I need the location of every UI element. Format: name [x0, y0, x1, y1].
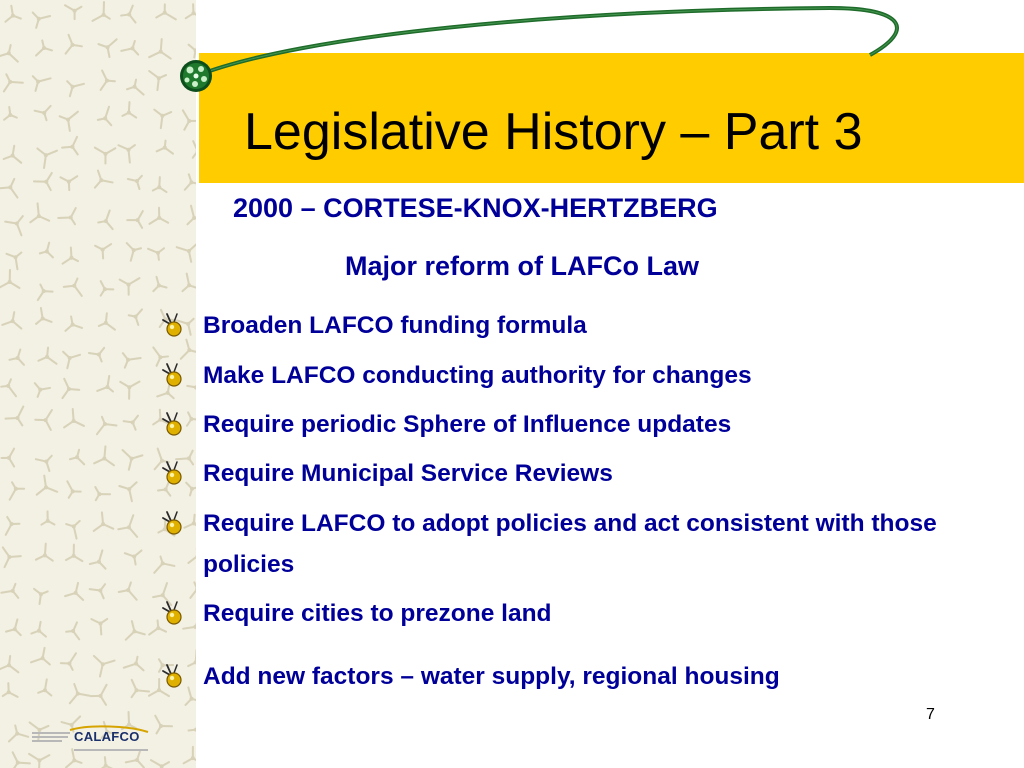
list-item	[160, 355, 973, 396]
subtitle-act-name: 2000 – CORTESE-KNOX-HERTZBERG	[233, 193, 718, 223]
list-item	[160, 305, 973, 346]
bullet-text: Add new factors – water supply, regional housing	[203, 663, 780, 690]
bullet-icon	[160, 509, 188, 537]
subtitle-description: Major reform of LAFCo Law	[345, 251, 700, 281]
list-item	[160, 503, 973, 585]
bullet-icon	[160, 662, 188, 690]
list-item	[160, 593, 973, 634]
slide-number: 7	[926, 706, 935, 723]
green-ball-icon	[180, 60, 212, 92]
bullet-icon	[160, 410, 188, 438]
bullet-text: Require periodic Sphere of Influence updates	[203, 411, 732, 438]
bullet-icon	[160, 599, 188, 627]
slide-title: Legislative History – Part 3	[244, 103, 863, 161]
list-item	[160, 656, 973, 697]
bullet-text: Broaden LAFCO funding formula	[203, 312, 587, 339]
logo-wordmark: CALAFCO	[74, 729, 140, 744]
bullet-text: Require LAFCO to adopt policies and act consistent with those policies	[203, 510, 937, 578]
list-item	[160, 404, 973, 445]
bullet-icon	[160, 311, 188, 339]
list-item	[160, 453, 973, 494]
orbit-decoration	[0, 0, 1024, 200]
bullet-icon	[160, 361, 188, 389]
bullet-text: Require cities to prezone land	[203, 600, 552, 627]
bullet-text: Make LAFCO conducting authority for changes	[203, 362, 752, 389]
bullet-icon	[160, 459, 188, 487]
bullet-text: Require Municipal Service Reviews	[203, 460, 613, 487]
orbit-line	[196, 8, 897, 76]
